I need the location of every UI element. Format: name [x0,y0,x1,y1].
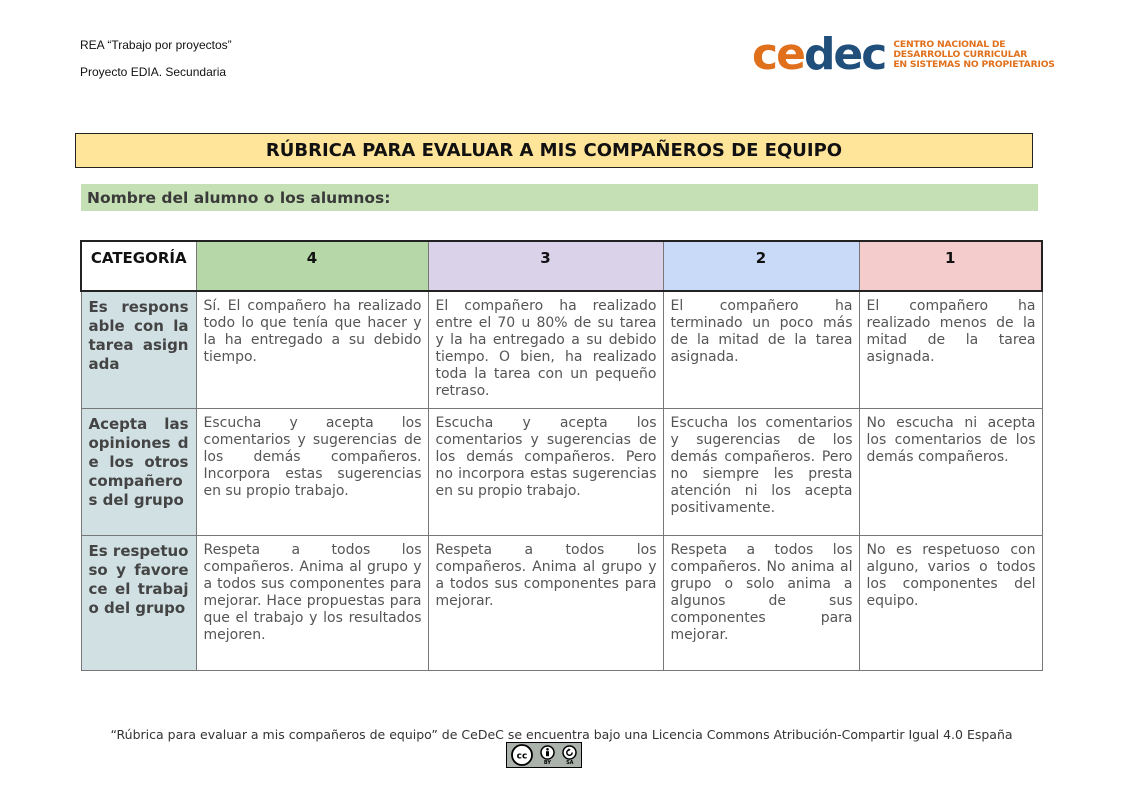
descriptor-cell: Respeta a todos los compañeros. No anima al grupo o solo anima a algunos de sus componentes para mejorar. [663,536,859,671]
descriptor-cell: El compañero ha terminado un poco más de la mitad de la tarea asignada. [663,291,859,409]
rubric-table [80,240,1043,671]
descriptor-cell: El compañero ha realizado entre el 70 u 80% de su tarea y la ha entregado a su debido tiempo. O bien, ha realizado toda la tarea con un pequeño retraso. [428,291,663,409]
share-alike-icon [562,745,577,760]
table-header-row [81,241,1042,291]
sa-label: SA [566,759,574,766]
descriptor-cell: Escucha y acepta los comentarios y sugerencias de los demás compañeros. Pero no incorpora estas sugerencias en su propio trabajo. [428,409,663,536]
descriptor-cell: Respeta a todos los compañeros. Anima al grupo y a todos sus componentes para mejorar. Hace propuestas para que el trabajo y los resultados mejoren. [196,536,428,671]
logo-wordmark-blue: dec [803,29,886,80]
logo-subtitle-line: EN SISTEMAS NO PROPIETARIOS [893,59,1055,70]
descriptor-cell: El compañero ha realizado menos de la mitad de la tarea asignada. [859,291,1042,409]
header-category: CATEGORÍA [81,241,196,291]
category-cell: Acepta las opiniones de los otros compañeros del grupo [81,409,196,536]
rubric-title: RÚBRICA PARA EVALUAR A MIS COMPAÑEROS DE EQUIPO [75,133,1033,168]
license-footer: “Rúbrica para evaluar a mis compañeros de equipo” de CeDeC se encuentra bajo una Licencia Commons Atribución-Compartir Igual 4.0 España [110,727,1013,742]
cc-license-badge[interactable] [506,742,582,768]
table-row [81,291,1042,409]
logo-wordmark-orange: ce [752,29,804,80]
header-score-2: 2 [663,241,859,291]
cc-icon [511,744,533,766]
header-project-name: REA “Trabajo por proyectos” [80,38,232,52]
cedec-logo [752,29,1055,80]
logo-wordmark [752,29,886,80]
svg-text:cc: cc [516,751,527,762]
by-label: BY [543,759,552,766]
table-row [81,409,1042,536]
attribution-person-icon [540,745,555,760]
descriptor-cell: Escucha y acepta los comentarios y sugerencias de los demás compañeros. Incorpora estas sugerencias en su propio trabajo. [196,409,428,536]
logo-subtitle-line: CENTRO NACIONAL DE [893,39,1006,50]
descriptor-cell: No escucha ni acepta los comentarios de los demás compañeros. [859,409,1042,536]
descriptor-cell: Sí. El compañero ha realizado todo lo que tenía que hacer y la ha entregado a su debido tiempo. [196,291,428,409]
logo-subtitle [893,40,1054,70]
descriptor-cell: Escucha los comentarios y sugerencias de los demás compañeros. Pero no siempre les presta atención ni los acepta positivamente. [663,409,859,536]
sa-icon [562,745,577,766]
category-cell: Es respetuoso y favorece el trabajo del grupo [81,536,196,671]
header-score-4: 4 [196,241,428,291]
by-icon [540,745,555,766]
header-score-3: 3 [428,241,663,291]
category-cell: Es responsable con la tarea asignada [81,291,196,409]
student-name-field[interactable]: Nombre del alumno o los alumnos: [81,184,1038,211]
table-row [81,536,1042,671]
header-score-1: 1 [859,241,1042,291]
header-project-subtitle: Proyecto EDIA. Secundaria [80,65,227,79]
descriptor-cell: Respeta a todos los compañeros. Anima al grupo y a todos sus componentes para mejorar. [428,536,663,671]
logo-subtitle-line: DESARROLLO CURRICULAR [893,49,1028,60]
descriptor-cell: No es respetuoso con alguno, varios o todos los componentes del equipo. [859,536,1042,671]
